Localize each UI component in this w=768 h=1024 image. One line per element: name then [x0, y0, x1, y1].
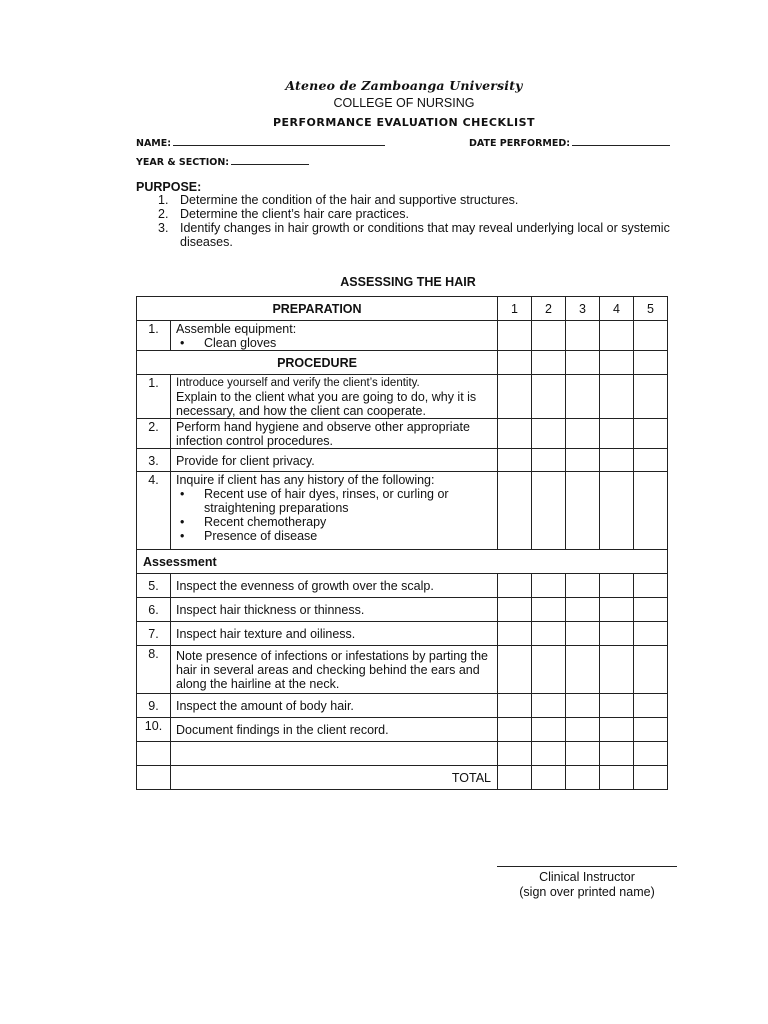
preparation-header: PREPARATION — [137, 297, 498, 321]
score-cell[interactable] — [600, 449, 634, 472]
signature-line[interactable] — [497, 866, 677, 867]
row-description: Provide for client privacy. — [171, 449, 498, 472]
row-number: 5. — [137, 574, 171, 598]
bullet-item — [176, 487, 492, 515]
purpose-text: Identify changes in hair growth or conditions that may reveal underlying local or systemic diseases. — [180, 221, 670, 249]
row-text: Assemble equipment: — [176, 322, 297, 336]
score-cell[interactable] — [566, 472, 600, 550]
score-cell[interactable] — [566, 622, 600, 646]
row-description — [171, 321, 498, 351]
row-number: 6. — [137, 598, 171, 622]
score-cell[interactable] — [600, 646, 634, 694]
score-cell[interactable] — [532, 718, 566, 742]
procedure-header: PROCEDURE — [137, 351, 498, 375]
score-cell[interactable] — [634, 419, 668, 449]
table-row — [137, 419, 668, 449]
score-cell[interactable] — [532, 321, 566, 351]
score-header: 5 — [634, 297, 668, 321]
year-section-line — [231, 155, 309, 165]
bullet-icon: • — [180, 336, 185, 350]
score-cell[interactable] — [498, 598, 532, 622]
score-cell[interactable] — [566, 646, 600, 694]
row-description: Inspect hair texture and oiliness. — [171, 622, 498, 646]
signature-block — [497, 870, 677, 900]
score-cell[interactable] — [498, 574, 532, 598]
total-row — [137, 766, 668, 790]
score-cell[interactable] — [600, 321, 634, 351]
score-cell[interactable] — [634, 598, 668, 622]
bullet-text: Recent chemotherapy — [204, 515, 327, 529]
name-line — [173, 136, 385, 146]
score-cell[interactable] — [498, 351, 532, 375]
purpose-num: 2. — [158, 207, 169, 221]
table-row — [137, 598, 668, 622]
purpose-text: Determine the client’s hair care practices. — [180, 207, 410, 221]
score-cell[interactable] — [566, 351, 600, 375]
row-text: Explain to the client what you are going to do, why it is necessary, and how the client can cooperate. — [176, 390, 477, 418]
row-description: Inspect the amount of body hair. — [171, 694, 498, 718]
section-title: ASSESSING THE HAIR — [340, 275, 476, 289]
purpose-title: PURPOSE: — [136, 180, 202, 194]
score-cell[interactable] — [566, 718, 600, 742]
score-cell[interactable] — [498, 375, 532, 419]
table-row — [137, 622, 668, 646]
row-description — [171, 375, 498, 419]
score-cell[interactable] — [498, 449, 532, 472]
row-number: 3. — [137, 449, 171, 472]
row-description: Inspect hair thickness or thinness. — [171, 598, 498, 622]
score-cell[interactable] — [600, 718, 634, 742]
score-cell[interactable] — [532, 694, 566, 718]
table-row — [137, 694, 668, 718]
row-description: Inspect the evenness of growth over the scalp. — [171, 574, 498, 598]
score-cell[interactable] — [498, 321, 532, 351]
total-score-cell[interactable] — [634, 766, 668, 790]
row-description: Note presence of infections or infestations by parting the hair in several areas and checking behind the ears and along the hairline at the neck. — [171, 646, 498, 694]
form-title: PERFORMANCE EVALUATION CHECKLIST — [272, 116, 536, 129]
assessment-header-row — [137, 550, 668, 574]
row-text: Introduce yourself and verify the client’s identity. — [176, 377, 420, 389]
empty-cell — [137, 742, 171, 766]
table-row — [137, 718, 668, 742]
score-cell[interactable] — [532, 574, 566, 598]
score-header: 1 — [498, 297, 532, 321]
row-description: Perform hand hygiene and observe other appropriate infection control procedures. — [171, 419, 498, 449]
empty-row — [137, 742, 668, 766]
bullet-item — [176, 336, 492, 350]
score-cell[interactable] — [634, 321, 668, 351]
score-cell[interactable] — [532, 742, 566, 766]
score-cell[interactable] — [498, 472, 532, 550]
bullet-icon: • — [180, 515, 185, 529]
date-label: DATE PERFORMED: — [469, 138, 571, 149]
score-cell[interactable] — [498, 742, 532, 766]
score-cell[interactable] — [532, 646, 566, 694]
score-cell[interactable] — [634, 574, 668, 598]
score-cell[interactable] — [566, 375, 600, 419]
table-row — [137, 646, 668, 694]
row-description: Document findings in the client record. — [171, 718, 498, 742]
score-cell[interactable] — [498, 622, 532, 646]
score-cell[interactable] — [600, 472, 634, 550]
preparation-header-row — [137, 297, 668, 321]
signature-title: Clinical Instructor — [539, 870, 635, 884]
score-cell[interactable] — [634, 622, 668, 646]
bullet-item — [176, 529, 492, 543]
score-header: 2 — [532, 297, 566, 321]
row-number: 10. — [137, 718, 171, 742]
row-number: 8. — [137, 646, 171, 694]
score-cell[interactable] — [498, 718, 532, 742]
score-cell[interactable] — [634, 742, 668, 766]
row-number: 9. — [137, 694, 171, 718]
table-row — [137, 574, 668, 598]
college-name: COLLEGE OF NURSING — [333, 96, 475, 110]
score-cell[interactable] — [600, 375, 634, 419]
total-label: TOTAL — [171, 766, 498, 790]
total-score-cell[interactable] — [566, 766, 600, 790]
empty-cell — [171, 742, 498, 766]
score-cell[interactable] — [566, 419, 600, 449]
score-cell[interactable] — [532, 449, 566, 472]
row-number: 1. — [137, 321, 171, 351]
empty-cell — [137, 766, 171, 790]
university-name: Ateneo de Zamboanga University — [285, 78, 523, 93]
purpose-item — [158, 221, 690, 249]
row-text: Inquire if client has any history of the following: — [176, 473, 435, 487]
year-section-label: YEAR & SECTION: — [136, 157, 230, 168]
table-row — [137, 375, 668, 419]
name-field[interactable] — [136, 136, 385, 149]
score-cell[interactable] — [532, 375, 566, 419]
signature-subtitle: (sign over printed name) — [519, 885, 655, 899]
score-cell[interactable] — [566, 598, 600, 622]
score-cell[interactable] — [532, 351, 566, 375]
score-cell[interactable] — [532, 598, 566, 622]
purpose-item — [158, 207, 690, 221]
total-score-cell[interactable] — [532, 766, 566, 790]
score-cell[interactable] — [566, 449, 600, 472]
score-cell[interactable] — [498, 694, 532, 718]
score-cell[interactable] — [634, 646, 668, 694]
row-number: 4. — [137, 472, 171, 550]
checklist-table — [136, 296, 668, 790]
date-field[interactable] — [469, 136, 670, 149]
purpose-item — [158, 193, 690, 207]
score-cell[interactable] — [634, 351, 668, 375]
year-section-field[interactable] — [136, 155, 309, 168]
total-score-cell[interactable] — [600, 766, 634, 790]
score-cell[interactable] — [634, 449, 668, 472]
score-cell[interactable] — [600, 351, 634, 375]
table-row — [137, 449, 668, 472]
score-cell[interactable] — [634, 375, 668, 419]
bullet-icon: • — [180, 487, 185, 501]
date-line — [572, 136, 670, 146]
score-header: 3 — [566, 297, 600, 321]
score-cell[interactable] — [532, 622, 566, 646]
name-label: NAME: — [136, 138, 172, 149]
score-cell[interactable] — [600, 694, 634, 718]
total-score-cell[interactable] — [498, 766, 532, 790]
purpose-list — [158, 193, 690, 249]
score-header: 4 — [600, 297, 634, 321]
row-number: 1. — [137, 375, 171, 419]
row-number: 2. — [137, 419, 171, 449]
score-cell[interactable] — [600, 419, 634, 449]
score-cell[interactable] — [600, 622, 634, 646]
purpose-text: Determine the condition of the hair and supportive structures. — [180, 193, 519, 207]
score-cell[interactable] — [566, 321, 600, 351]
score-cell[interactable] — [634, 694, 668, 718]
bullet-text: Clean gloves — [204, 336, 277, 350]
score-cell[interactable] — [634, 472, 668, 550]
score-cell[interactable] — [600, 574, 634, 598]
assessment-header: Assessment — [137, 550, 668, 574]
purpose-num: 3. — [158, 221, 169, 235]
row-number: 7. — [137, 622, 171, 646]
score-cell[interactable] — [532, 472, 566, 550]
bullet-text: Recent use of hair dyes, rinses, or curling or straightening preparations — [204, 487, 449, 515]
score-cell[interactable] — [498, 419, 532, 449]
bullet-item — [176, 515, 492, 529]
purpose-num: 1. — [158, 193, 169, 207]
score-cell[interactable] — [566, 694, 600, 718]
score-cell[interactable] — [600, 598, 634, 622]
table-row — [137, 472, 668, 550]
score-cell[interactable] — [634, 718, 668, 742]
row-description — [171, 472, 498, 550]
score-cell[interactable] — [532, 419, 566, 449]
score-cell[interactable] — [566, 742, 600, 766]
table-row — [137, 321, 668, 351]
score-cell[interactable] — [566, 574, 600, 598]
procedure-header-row — [137, 351, 668, 375]
bullet-icon: • — [180, 529, 185, 543]
score-cell[interactable] — [498, 646, 532, 694]
score-cell[interactable] — [600, 742, 634, 766]
bullet-text: Presence of disease — [204, 529, 318, 543]
